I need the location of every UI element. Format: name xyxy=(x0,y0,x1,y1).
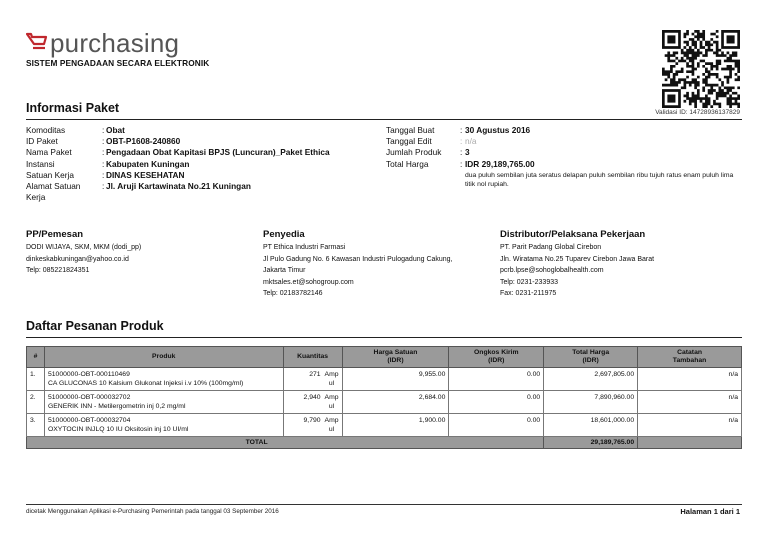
product-code: 51000000-OBT-000032702 xyxy=(47,394,131,401)
qty-value: 2,940 xyxy=(303,394,321,401)
cell-ongkos: 0.00 xyxy=(449,368,544,391)
qty-value: 9,790 xyxy=(303,417,321,424)
cell-catatan: n/a xyxy=(638,368,742,391)
info-row-tanggal-edit: Tanggal Edit : n/a xyxy=(386,136,477,147)
info-row-nama-paket: Nama Paket : Pengadaan Obat Kapitasi BPJS (Luncuran)_Paket Ethica xyxy=(26,147,330,158)
party-distributor xyxy=(500,229,742,300)
info-label: Satuan Kerja xyxy=(26,169,74,180)
col-header-kuantitas: Kuantitas xyxy=(283,347,342,368)
info-label: ID Paket xyxy=(26,136,58,147)
party-line: Telp: 0231-233933 xyxy=(500,278,558,286)
cell-harga: 2,684.00 xyxy=(342,391,449,414)
info-row-tanggal-buat: Tanggal Buat : 30 Agustus 2016 xyxy=(386,125,531,135)
info-value: Obat xyxy=(106,125,125,135)
info-row-satuan-kerja: Satuan Kerja : DINAS KESEHATAN xyxy=(26,169,185,180)
col-header-line: (IDR) xyxy=(582,357,599,364)
col-header-line: Tambahan xyxy=(672,357,707,364)
col-header-produk: Produk xyxy=(44,347,283,368)
info-value: OBT-P1608-240860 xyxy=(106,136,181,147)
product-code: 51000000-OBT-000110469 xyxy=(47,371,130,378)
info-label: Nama Paket xyxy=(26,147,72,158)
party-line: PT Ethica Industri Farmasi xyxy=(263,244,346,251)
info-value: n/a xyxy=(465,136,477,147)
cell-no: 2. xyxy=(27,391,45,414)
table-row xyxy=(27,391,742,414)
qty-unit: Amp xyxy=(324,371,339,378)
info-label: Komoditas xyxy=(26,125,66,135)
info-label: Jumlah Produk xyxy=(386,147,442,158)
cell-catatan: n/a xyxy=(638,414,742,437)
info-value: DINAS KESEHATAN xyxy=(106,169,185,180)
party-line: Jakarta Timur xyxy=(263,267,306,274)
col-header-catatan xyxy=(638,347,742,368)
system-subtitle: SISTEM PENGADAAN SECARA ELEKTRONIK xyxy=(26,58,210,68)
footer-page-number: Halaman 1 dari 1 xyxy=(680,507,740,516)
party-pemesan xyxy=(26,229,256,277)
info-row-alamat: Alamat Satuan Kerja : Jl. Aruji Kartawinata No.21 Kuningan xyxy=(26,181,251,203)
cell-harga: 1,900.00 xyxy=(342,414,449,437)
section-title-daftar-pesanan: Daftar Pesanan Produk xyxy=(26,319,164,333)
footer-divider xyxy=(26,504,742,505)
table-row xyxy=(27,368,742,391)
info-row-total-harga: Total Harga : IDR 29,189,765.00 xyxy=(386,158,535,169)
col-header-line: Ongkos Kirim xyxy=(474,349,519,356)
validasi-id: Validasi ID: 14728936137829 xyxy=(655,109,740,116)
party-line: Telp: 02183782146 xyxy=(263,290,323,297)
party-penyedia xyxy=(263,229,499,300)
qty-unit: ul xyxy=(328,380,335,387)
qty-unit: Amp xyxy=(324,417,339,424)
cell-kuantitas xyxy=(283,368,342,391)
table-row xyxy=(27,414,742,437)
info-value: Jl. Aruji Kartawinata No.21 Kuningan xyxy=(106,181,251,192)
qty-unit: ul xyxy=(328,426,335,433)
cell-produk xyxy=(44,391,283,414)
col-header-ongkos xyxy=(449,347,544,368)
info-value: IDR 29,189,765.00 xyxy=(465,158,535,169)
col-header-line: Catatan xyxy=(677,349,703,356)
cell-total: 2,697,805.00 xyxy=(544,368,638,391)
party-line: PT. Parit Padang Global Cirebon xyxy=(500,244,602,251)
col-header-line: Total Harga xyxy=(572,349,610,356)
info-label xyxy=(26,181,102,203)
qty-unit: ul xyxy=(328,403,335,410)
total-empty-cell xyxy=(638,437,742,449)
info-row-komoditas: Komoditas : Obat xyxy=(26,125,125,135)
info-row-jumlah-produk: Jumlah Produk : 3 xyxy=(386,147,470,158)
cell-produk xyxy=(44,368,283,391)
info-row-id-paket: ID Paket : OBT-P1608-240860 xyxy=(26,136,181,147)
info-label: Total Harga xyxy=(386,158,429,169)
col-header-line: Harga Satuan xyxy=(373,349,418,356)
info-value: Kabupaten Kuningan xyxy=(106,158,190,169)
qr-modules xyxy=(662,30,740,108)
party-line: Telp: 085221824351 xyxy=(26,267,90,274)
cart-icon xyxy=(26,31,48,53)
logo-text: purchasing xyxy=(50,28,180,58)
info-label-line1: Alamat Satuan xyxy=(26,181,81,192)
cell-kuantitas xyxy=(283,391,342,414)
info-value: 3 xyxy=(465,147,470,158)
cell-no: 1. xyxy=(27,368,45,391)
product-name: GENERIK INN - Metilergometrin inj 0,2 mg/ml xyxy=(47,403,186,410)
info-label: Instansi xyxy=(26,158,55,169)
cell-ongkos: 0.00 xyxy=(449,391,544,414)
info-value: Pengadaan Obat Kapitasi BPJS (Luncuran)_Paket Ethica xyxy=(106,147,330,158)
total-value: 29,189,765.00 xyxy=(544,437,638,449)
paket-info-left xyxy=(26,125,386,203)
cell-catatan: n/a xyxy=(638,391,742,414)
product-name: OXYTOCIN INJLQ 10 IU Oksitosin inj 10 UI/ml xyxy=(47,426,189,433)
party-title: Penyedia xyxy=(263,229,305,240)
cell-produk xyxy=(44,414,283,437)
table-header-row xyxy=(27,347,742,368)
epurchasing-logo xyxy=(26,26,179,56)
cell-kuantitas xyxy=(283,414,342,437)
section-title-informasi-paket: Informasi Paket xyxy=(26,101,120,115)
footer-print-note: dicetak Menggunakan Aplikasi e-Purchasing Pemerintah pada tanggal 03 September 2016 xyxy=(26,508,279,515)
cell-harga: 9,955.00 xyxy=(342,368,449,391)
party-title: PP/Pemesan xyxy=(26,229,84,240)
total-label: TOTAL xyxy=(27,437,544,449)
col-header-no: # xyxy=(27,347,45,368)
qty-unit: Amp xyxy=(324,394,339,401)
col-header-line: (IDR) xyxy=(387,357,404,364)
cell-total: 18,601,000.00 xyxy=(544,414,638,437)
col-header-total xyxy=(544,347,638,368)
paket-info-right xyxy=(386,125,746,189)
info-label: Tanggal Edit xyxy=(386,136,432,147)
qr-code-icon xyxy=(662,30,740,108)
product-name: CA GLUCONAS 10 Kalsium Glukonat Injeksi i.v 10% (100mg/ml) xyxy=(47,380,244,387)
party-line: pcrb.lpse@sohoglobalhealth.com xyxy=(500,267,604,274)
party-line: dinkeskabkuningan@yahoo.co.id xyxy=(26,255,129,263)
terbilang-text: dua puluh sembilan juta seratus delapan puluh sembilan ribu tujuh ratus enam puluh lima titik nol rupiah. xyxy=(465,171,734,188)
table-total-row xyxy=(27,437,742,449)
divider xyxy=(26,119,742,120)
qty-value: 271 xyxy=(309,371,321,378)
divider xyxy=(26,337,742,338)
cell-total: 7,890,960.00 xyxy=(544,391,638,414)
col-header-harga xyxy=(342,347,449,368)
info-value: 30 Agustus 2016 xyxy=(465,125,531,135)
orders-table xyxy=(26,346,742,449)
party-line: Fax: 0231-211975 xyxy=(500,290,557,297)
info-label: Tanggal Buat xyxy=(386,125,435,135)
cell-no: 3. xyxy=(27,414,45,437)
info-label-line2: Kerja xyxy=(26,192,46,203)
party-line: Jl Pulo Gadung No. 6 Kawasan Industri Pulogadung Cakung, xyxy=(263,255,453,263)
party-line: Jln. Wiratama No.25 Tuparev Cirebon Jawa Barat xyxy=(500,255,655,263)
col-header-line: (IDR) xyxy=(488,357,505,364)
product-code: 51000000-OBT-000032704 xyxy=(47,417,131,424)
cell-ongkos: 0.00 xyxy=(449,414,544,437)
party-title: Distributor/Pelaksana Pekerjaan xyxy=(500,229,646,240)
info-row-instansi: Instansi : Kabupaten Kuningan xyxy=(26,158,190,169)
party-line: mktsales.et@sohogroup.com xyxy=(263,278,354,286)
party-line: DODI WIJAYA, SKM, MKM (dodi_pp) xyxy=(26,244,142,251)
